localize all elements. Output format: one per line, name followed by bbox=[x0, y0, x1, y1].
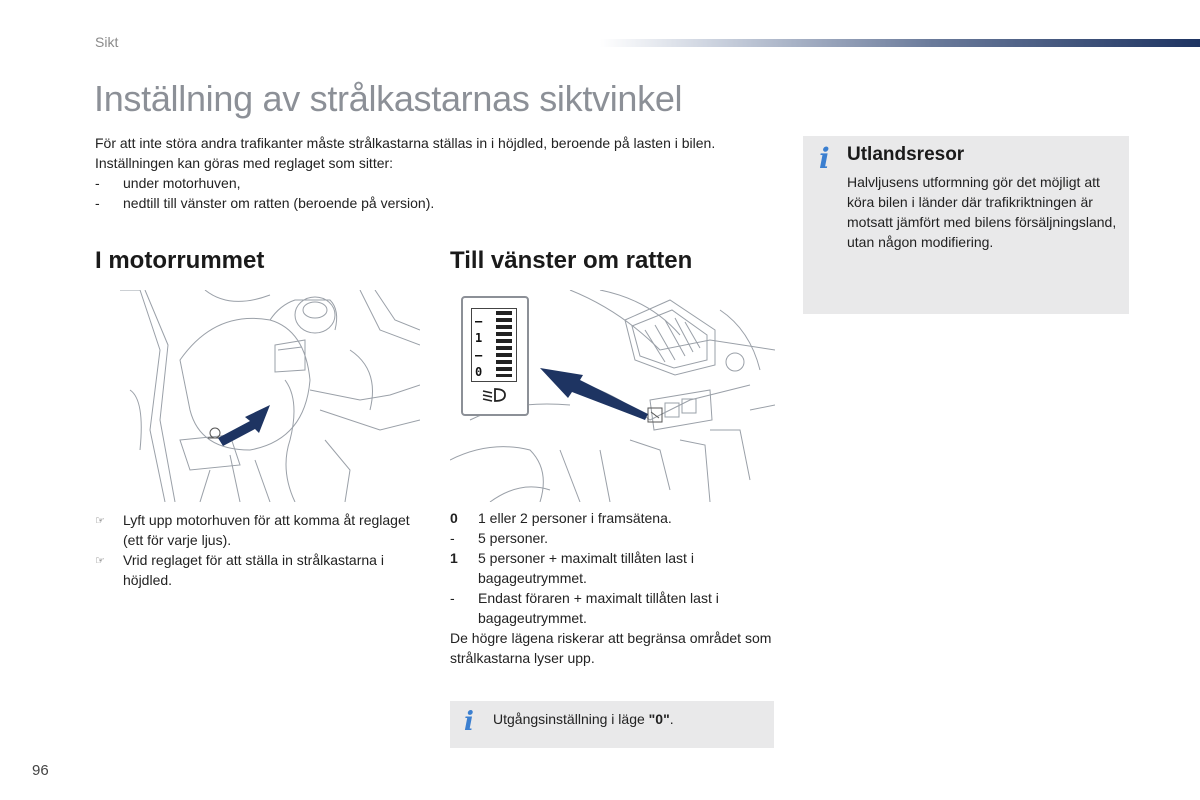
intro-dash-item: - nedtill till vänster om ratten (beroende på version). bbox=[95, 195, 435, 211]
info-icon: i bbox=[819, 142, 830, 175]
header-gradient-bar bbox=[600, 39, 1200, 47]
intro-paragraph: För att inte störa andra trafikanter måste strålkastarna ställas in i höjdled, beroende på lasten i bilen. bbox=[95, 135, 716, 151]
info-icon: i bbox=[464, 707, 474, 737]
list-item: 1 5 personer + maximalt tillåten last i bagageutrymmet. bbox=[450, 550, 694, 586]
page-title: Inställning av strålkastarnas siktvinkel bbox=[94, 78, 683, 119]
intro-dash-item: - under motorhuven, bbox=[95, 175, 241, 191]
dial-wheel[interactable] bbox=[496, 311, 512, 377]
info-box-text: Halvljusens utformning gör det möjligt att köra bilen i länder där trafikriktningen är motsatt jämfört med bilens försäljningsland, utan någon modifiering. bbox=[847, 174, 1117, 250]
list-item: - Endast föraren + maximalt tillåten last i bagageutrymmet. bbox=[450, 590, 719, 626]
engine-compartment-illustration bbox=[120, 290, 420, 502]
note-box-text: Utgångsinställning i läge "0". bbox=[493, 711, 674, 727]
dial-mark-0: 0 bbox=[475, 365, 483, 379]
list-item: 0 1 eller 2 personer i framsätena. bbox=[450, 510, 672, 526]
heading-left-of-steering: Till vänster om ratten bbox=[450, 247, 693, 274]
dial-positions-list bbox=[450, 508, 780, 668]
engine-instructions bbox=[95, 510, 425, 590]
pointing-hand-icon: ☞ bbox=[95, 515, 105, 527]
info-box-travel-abroad bbox=[803, 136, 1129, 314]
heading-engine-compartment: I motorrummet bbox=[95, 247, 265, 274]
intro-text bbox=[95, 133, 755, 213]
info-box-title: Utlandsresor bbox=[847, 144, 965, 165]
list-item: ☞ Vrid reglaget för att ställa in strålkastarna i höjdled. bbox=[95, 552, 384, 588]
headlamp-leveling-dial[interactable]: — 1 — 0 bbox=[461, 296, 529, 416]
positions-note: De högre lägena riskerar att begränsa området som strålkastarna lyser upp. bbox=[450, 630, 772, 666]
section-label: Sikt bbox=[95, 34, 119, 50]
dial-mark-1: 1 bbox=[475, 331, 483, 345]
list-item: ☞ Lyft upp motorhuven för att komma åt reglaget (ett för varje ljus). bbox=[95, 512, 410, 548]
page-number: 96 bbox=[32, 762, 49, 779]
list-item: - 5 personer. bbox=[450, 530, 549, 546]
note-box-default-position bbox=[450, 701, 774, 748]
pointing-hand-icon: ☞ bbox=[95, 555, 105, 567]
headlamp-icon bbox=[481, 386, 507, 409]
intro-location-lead: Inställningen kan göras med reglaget som sitter: bbox=[95, 155, 394, 171]
arrow-icon bbox=[120, 290, 420, 502]
dashboard-illustration bbox=[450, 290, 775, 502]
